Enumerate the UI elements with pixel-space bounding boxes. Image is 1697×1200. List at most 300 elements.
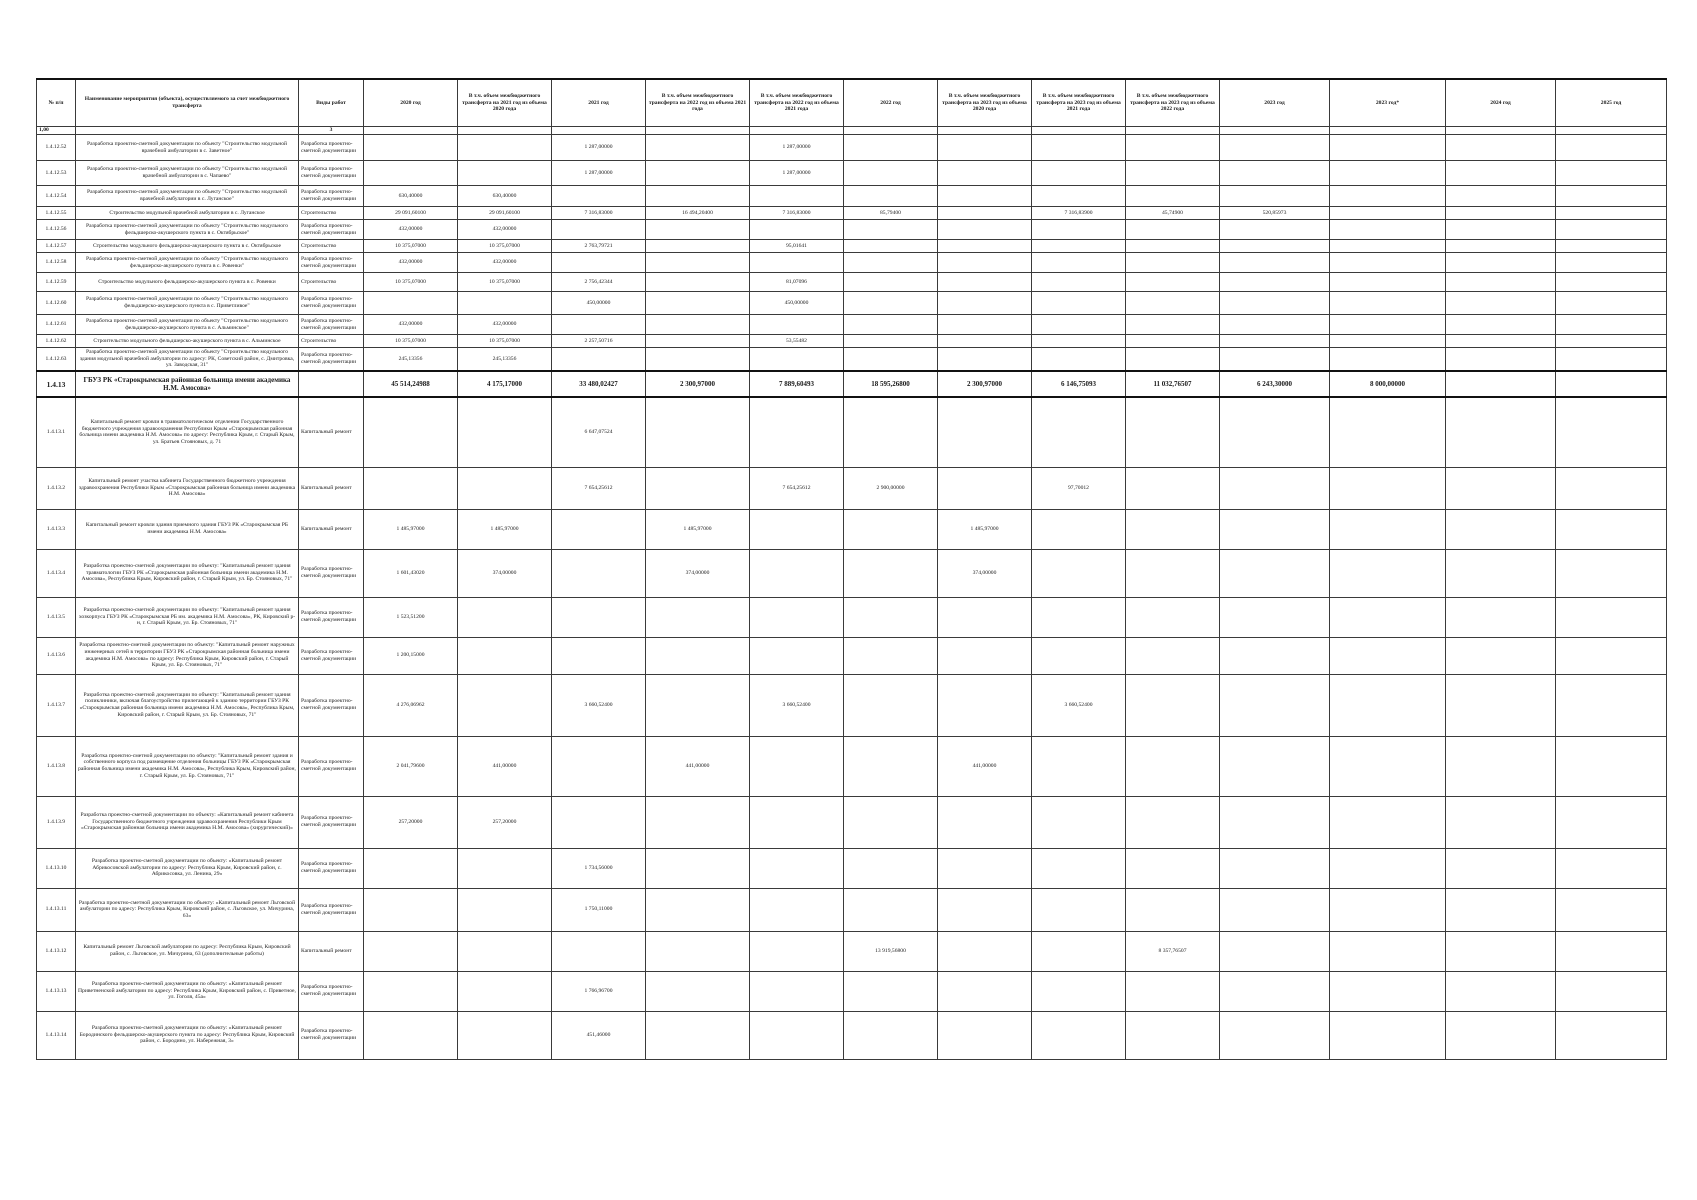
row-value (1330, 397, 1446, 467)
row-value (1126, 397, 1220, 467)
row-value: 1 200,15000 (364, 637, 458, 674)
row-value (1556, 549, 1667, 597)
row-value: 1 485,97000 (364, 509, 458, 549)
budget-table-sheet (36, 78, 1666, 1060)
row-value (844, 220, 938, 240)
group-body (37, 371, 1667, 397)
row-work-type: Разработка проектно-сметной документации (299, 971, 364, 1011)
header-2021: 2021 год (552, 79, 646, 127)
row-value (1220, 186, 1330, 207)
row-value: 1 485,97000 (646, 509, 750, 549)
row-name: Разработка проектно-сметной документации по объекту "Строительство модульной врачебной амбулатории в с. Луганское" (76, 186, 299, 207)
row-value (364, 888, 458, 931)
row-name: Строительство модульного фельдшерско-акушерского пункта в с. Ровенки (76, 273, 299, 292)
header-transfer-2022-from-2021-b: В т.ч. объем межбюджетного трансферта на 2022 год из объема 2021 года (750, 79, 844, 127)
table-row (37, 315, 1667, 335)
row-value (1220, 240, 1330, 253)
row-work-type: Разработка проектно-сметной документации (299, 888, 364, 931)
row-value (1446, 135, 1556, 161)
row-value (844, 292, 938, 315)
row-value (1446, 207, 1556, 220)
header-transfer-2023-from-2022: В т.ч. объем межбюджетного трансферта на 2023 год из объема 2022 года (1126, 79, 1220, 127)
row-value (1126, 348, 1220, 372)
row-value (646, 848, 750, 888)
row-name: Капитальный ремонт Льговской амбулатории по адресу: Республика Крым, Кировский район, с. Льговское, ул. Мичурина, 63 (дополнительные работы) (76, 931, 299, 971)
row-value (364, 1011, 458, 1059)
row-value (1556, 931, 1667, 971)
row-name: Разработка проектно-сметной документации по объекту "Строительство модульного фельдшерско-акушерского пункта в с. Альминское" (76, 315, 299, 335)
row-value (1446, 931, 1556, 971)
row-value (1556, 292, 1667, 315)
row-value (646, 971, 750, 1011)
row-value (750, 736, 844, 796)
row-value (458, 971, 552, 1011)
row-value: 97,70012 (1032, 467, 1126, 509)
row-name: Разработка проектно-сметной документации по объекту: "Капитальный ремонт наружных инженерных сетей в территории ГБУЗ РК «Старокрымская районная больница имени академика Н.М. Амосова» по адресу: Республика Крым, Кировский район, г. Старый Крым, ул. Бр. Стояновых, 71" (76, 637, 299, 674)
table-row (37, 240, 1667, 253)
row-value (1220, 931, 1330, 971)
row-value: 441,00000 (458, 736, 552, 796)
row-number: 1.4.13.2 (37, 467, 76, 509)
row-value (1330, 253, 1446, 273)
group-value: 18 595,26800 (844, 371, 938, 397)
header-transfer-2021-from-2020: В т.ч. объем межбюджетного трансферта на 2021 год из объема 2020 года (458, 79, 552, 127)
row-value (1446, 467, 1556, 509)
header-name: Наименование мероприятия (объекта), осуществляемого за счет межбюджетного трансферта (76, 79, 299, 127)
row-value (1556, 135, 1667, 161)
row-value (1556, 467, 1667, 509)
row-value (844, 549, 938, 597)
row-name: Разработка проектно-сметной документации по объекту: "Капитальный ремонт здания травматологии ГБУЗ РК «Старокрымская районная больница имени академика Н.М. Амосова», Республика Крым, Кировский район, г. Старый Крым, ул. Бр. Стояновых, 71" (76, 549, 299, 597)
row-name: Разработка проектно-сметной документации по объекту: «Капитальный ремонт кабинета Государственного бюджетного учреждения здравоохранения Республики Крым «Старокрымская районная больница имени академика Н.М. Амосова» (хирургический)» (76, 796, 299, 848)
row-value (844, 888, 938, 931)
row-value (364, 292, 458, 315)
table-row (37, 292, 1667, 315)
row-work-type: Капитальный ремонт (299, 397, 364, 467)
row-value (646, 240, 750, 253)
row-value (1330, 674, 1446, 736)
row-value: 432,00000 (364, 253, 458, 273)
row-value (458, 397, 552, 467)
row-value (1126, 888, 1220, 931)
row-value (458, 888, 552, 931)
row-value (1556, 509, 1667, 549)
row-value: 7 316,83000 (750, 207, 844, 220)
row-value (1446, 220, 1556, 240)
row-number: 1.4.12.58 (37, 253, 76, 273)
row-value (1446, 161, 1556, 186)
header-transfer-2023-from-2021: В т.ч. объем межбюджетного трансферта на 2023 год из объема 2021 года (1032, 79, 1126, 127)
row-value (1330, 186, 1446, 207)
row-name: Разработка проектно-сметной документации по объекту: «Капитальный ремонт Бородинского фельдшерско-акушерского пункта по адресу: Республика Крым, Кировский район, с. Бородино, ул. Набережная, 3» (76, 1011, 299, 1059)
row-value (1446, 674, 1556, 736)
row-value (1556, 637, 1667, 674)
row-value (552, 186, 646, 207)
row-value: 95,01641 (750, 240, 844, 253)
row-value (1220, 674, 1330, 736)
header-work: Виды работ (299, 79, 364, 127)
row-value: 29 091,60100 (458, 207, 552, 220)
row-value (938, 253, 1032, 273)
row-value (1446, 253, 1556, 273)
row-value: 7 316,83900 (1032, 207, 1126, 220)
row-name: Капитальный ремонт кровли в травматологическом отделении Государственного бюджетного учреждения здравоохранения Республики Крым «Старокрымская районная больница имени академика Н.М. Амосова» по адресу: Республика Крым, г. Старый Крым, ул. Братьев Стояновых, д. 71 (76, 397, 299, 467)
row-value (646, 397, 750, 467)
table-row (37, 931, 1667, 971)
row-value (552, 736, 646, 796)
group-value: 7 889,60493 (750, 371, 844, 397)
row-value (1556, 397, 1667, 467)
row-value (1032, 796, 1126, 848)
row-name: Разработка проектно-сметной документации по объекту "Строительство модульного фельдшерско-акушерского пункта в с. Ровенки" (76, 253, 299, 273)
row-value (938, 240, 1032, 253)
row-value (1330, 348, 1446, 372)
row-value (1556, 1011, 1667, 1059)
row-value (1556, 315, 1667, 335)
table-row (37, 637, 1667, 674)
row-value (844, 637, 938, 674)
row-value (552, 315, 646, 335)
row-value: 432,00000 (458, 220, 552, 240)
row-number: 1.4.13.4 (37, 549, 76, 597)
row-value (458, 135, 552, 161)
row-value (646, 467, 750, 509)
row-number: 1.4.13.8 (37, 736, 76, 796)
row-value (1220, 549, 1330, 597)
row-value: 432,00000 (458, 253, 552, 273)
row-value (1330, 273, 1446, 292)
row-value (364, 931, 458, 971)
row-value (552, 796, 646, 848)
table-row (37, 796, 1667, 848)
row-number: 1.4.13.7 (37, 674, 76, 736)
row-value (1446, 292, 1556, 315)
row-value (938, 135, 1032, 161)
row-value (938, 1011, 1032, 1059)
group-value: 4 175,17000 (458, 371, 552, 397)
row-name: Капитальный ремонт участка кабинета Государственного бюджетного учреждения здравоохранения Республики Крым «Старокрымская районная больница имени академика Н.М. Амосова» (76, 467, 299, 509)
row-work-type: Строительство (299, 273, 364, 292)
row-value (552, 931, 646, 971)
row-value (1446, 736, 1556, 796)
row-value (646, 253, 750, 273)
row-value (646, 637, 750, 674)
row-value (646, 348, 750, 372)
row-value (458, 467, 552, 509)
table-row (37, 848, 1667, 888)
row-value: 1 485,97000 (938, 509, 1032, 549)
row-value: 10 375,07000 (458, 240, 552, 253)
row-value (1220, 161, 1330, 186)
row-number: 1.4.12.60 (37, 292, 76, 315)
row-number: 1.4.13.11 (37, 888, 76, 931)
row-value: 2 900,00000 (844, 467, 938, 509)
row-value (458, 161, 552, 186)
row-value (1126, 637, 1220, 674)
row-value (938, 397, 1032, 467)
row-value (1032, 335, 1126, 348)
row-value (552, 597, 646, 637)
row-value: 257,20000 (458, 796, 552, 848)
row-value (938, 292, 1032, 315)
row-value: 1 287,00000 (750, 161, 844, 186)
row-value (1556, 220, 1667, 240)
row-value (364, 135, 458, 161)
row-value (938, 888, 1032, 931)
row-value: 630,40000 (458, 186, 552, 207)
row-value (1032, 1011, 1126, 1059)
row-value (1032, 315, 1126, 335)
row-value (646, 315, 750, 335)
row-value (646, 273, 750, 292)
row-value (1446, 637, 1556, 674)
row-value (938, 637, 1032, 674)
row-value (1032, 549, 1126, 597)
row-value: 2 756,42344 (552, 273, 646, 292)
row-value (1032, 509, 1126, 549)
row-value (1220, 315, 1330, 335)
row-value (1220, 220, 1330, 240)
row-work-type: Разработка проектно-сметной документации (299, 186, 364, 207)
row-value (552, 348, 646, 372)
row-value (1032, 931, 1126, 971)
table-row (37, 597, 1667, 637)
row-work-type: Капитальный ремонт (299, 467, 364, 509)
row-name: Разработка проектно-сметной документации по объекту: "Капитальный ремонт здания хозкорпуса ГБУЗ РК «Старокрымская РБ им. академика Н.М. Амосова», РК, Кировский р-н, г. Старый Крым, ул. Бр. Стояновых, 71" (76, 597, 299, 637)
row-value (1556, 597, 1667, 637)
row-work-type: Капитальный ремонт (299, 931, 364, 971)
row-value (750, 848, 844, 888)
row-value (1220, 292, 1330, 315)
row-value (938, 848, 1032, 888)
row-value (1032, 273, 1126, 292)
row-value (938, 467, 1032, 509)
row-work-type: Разработка проектно-сметной документации (299, 135, 364, 161)
row-value (1220, 335, 1330, 348)
row-number: 1.4.12.55 (37, 207, 76, 220)
row-value (750, 1011, 844, 1059)
row-value: 432,00000 (458, 315, 552, 335)
row-value (750, 931, 844, 971)
row-value (552, 549, 646, 597)
row-work-type: Разработка проектно-сметной документации (299, 674, 364, 736)
row-value (1330, 335, 1446, 348)
row-number: 1.4.12.56 (37, 220, 76, 240)
row-value (552, 253, 646, 273)
header-num: № п/п (37, 79, 76, 127)
row-number: 1.4.12.52 (37, 135, 76, 161)
row-value (646, 796, 750, 848)
row-value (750, 220, 844, 240)
header-transfer-2022-from-2021-a: В т.ч. объем межбюджетного трансферта на 2022 год из объема 2021 года (646, 79, 750, 127)
row-work-type: Разработка проектно-сметной документации (299, 796, 364, 848)
row-value (1126, 292, 1220, 315)
row-number: 1.4.13.1 (37, 397, 76, 467)
row-value (1126, 135, 1220, 161)
row-value: 432,00000 (364, 220, 458, 240)
row-value (1556, 888, 1667, 931)
row-value (458, 931, 552, 971)
row-value: 520,85973 (1220, 207, 1330, 220)
table-row (37, 397, 1667, 467)
row-value (1330, 509, 1446, 549)
row-number: 1.4.13.13 (37, 971, 76, 1011)
row-value (938, 597, 1032, 637)
row-value (1126, 549, 1220, 597)
row-value: 7 316,83000 (552, 207, 646, 220)
row-value (458, 637, 552, 674)
row-value: 1 287,00000 (750, 135, 844, 161)
row-value (1330, 597, 1446, 637)
group-value (1556, 371, 1667, 397)
row-value (646, 220, 750, 240)
row-value (1446, 888, 1556, 931)
row-value (938, 186, 1032, 207)
row-value (646, 161, 750, 186)
row-value (1330, 161, 1446, 186)
row-value (1032, 848, 1126, 888)
row-name: Разработка проектно-сметной документации по объекту: "Капитальный ремонт здания и собственного корпуса под размещение отделения больницы ГБУЗ РК «Старокрымская районная больница имени академика Н.М. Амосова», Республика Крым, Кировский район, г. Старый Крым, ул. Бр. Стояновых, 71" (76, 736, 299, 796)
row-value (1330, 220, 1446, 240)
row-value (938, 348, 1032, 372)
row-number: 1.4.12.61 (37, 315, 76, 335)
row-value: 1 485,97000 (458, 509, 552, 549)
row-value (1330, 637, 1446, 674)
row-value (1126, 597, 1220, 637)
table-row (37, 207, 1667, 220)
row-value (1446, 848, 1556, 888)
row-value (552, 220, 646, 240)
row-value (1220, 597, 1330, 637)
row-value (1556, 335, 1667, 348)
row-value (1556, 161, 1667, 186)
row-work-type: Разработка проектно-сметной документации (299, 1011, 364, 1059)
row-value (1032, 240, 1126, 253)
row-value: 374,00000 (458, 549, 552, 597)
group-value: 2 300,97000 (938, 371, 1032, 397)
row-value (1446, 509, 1556, 549)
row-value (1126, 736, 1220, 796)
row-value (844, 240, 938, 253)
row-value (938, 796, 1032, 848)
row-value: 10 375,07000 (458, 335, 552, 348)
row-value: 1 750,11000 (552, 888, 646, 931)
row-value (750, 637, 844, 674)
row-value: 441,00000 (646, 736, 750, 796)
row-value: 3 660,52400 (750, 674, 844, 736)
table-row (37, 348, 1667, 372)
row-value: 3 660,52400 (1032, 674, 1126, 736)
group-value (1446, 371, 1556, 397)
table-row (37, 971, 1667, 1011)
row-value: 13 919,56800 (844, 931, 938, 971)
table-row (37, 273, 1667, 292)
group-row (37, 371, 1667, 397)
row-value (646, 931, 750, 971)
row-value (1330, 549, 1446, 597)
row-value (844, 161, 938, 186)
row-name: Разработка проектно-сметной документации по объекту "Строительство модульного фельдшерско-акушерского пункта в с. Приветливое" (76, 292, 299, 315)
row-value (938, 315, 1032, 335)
row-value: 16 494,20400 (646, 207, 750, 220)
row-value (1032, 597, 1126, 637)
row-value (750, 315, 844, 335)
row-value: 1 287,00000 (552, 161, 646, 186)
row-value (1446, 796, 1556, 848)
row-value: 8 357,76507 (1126, 931, 1220, 971)
group-value: 6 146,75093 (1032, 371, 1126, 397)
row-value (1330, 240, 1446, 253)
row-number: 1.4.12.63 (37, 348, 76, 372)
row-value (1446, 397, 1556, 467)
row-value (1126, 335, 1220, 348)
row-value (1446, 186, 1556, 207)
column-number-3: 3 (299, 127, 364, 135)
row-value (844, 597, 938, 637)
row-number: 1.4.13.9 (37, 796, 76, 848)
table-row (37, 220, 1667, 240)
row-value (750, 348, 844, 372)
row-value (1446, 1011, 1556, 1059)
row-work-type: Разработка проектно-сметной документации (299, 315, 364, 335)
row-value (1330, 467, 1446, 509)
header-transfer-2023-from-2020: В т.ч. объем межбюджетного трансферта на 2023 год из объема 2020 года (938, 79, 1032, 127)
row-value (1556, 848, 1667, 888)
row-work-type: Разработка проектно-сметной документации (299, 848, 364, 888)
row-value (844, 796, 938, 848)
row-value (938, 220, 1032, 240)
row-value (1330, 848, 1446, 888)
row-value: 441,00000 (938, 736, 1032, 796)
row-value: 10 375,07000 (364, 273, 458, 292)
row-value (844, 397, 938, 467)
row-value (938, 674, 1032, 736)
group-value: 11 032,76507 (1126, 371, 1220, 397)
row-value (364, 848, 458, 888)
row-value (458, 1011, 552, 1059)
row-value (938, 207, 1032, 220)
row-value (1220, 509, 1330, 549)
row-value (750, 597, 844, 637)
row-value: 10 375,07000 (364, 335, 458, 348)
row-value (1126, 315, 1220, 335)
table-row (37, 161, 1667, 186)
row-value (750, 796, 844, 848)
row-value (364, 971, 458, 1011)
row-value (646, 292, 750, 315)
row-value (1446, 971, 1556, 1011)
table-row (37, 467, 1667, 509)
row-work-type: Разработка проектно-сметной документации (299, 292, 364, 315)
row-value (1446, 240, 1556, 253)
row-number: 1.4.13.14 (37, 1011, 76, 1059)
row-value (1032, 292, 1126, 315)
row-value (938, 161, 1032, 186)
row-name: Строительство модульного фельдшерско-акушерского пункта в с. Альминское (76, 335, 299, 348)
row-work-type: Разработка проектно-сметной документации (299, 348, 364, 372)
row-value (1032, 397, 1126, 467)
table-row (37, 1011, 1667, 1059)
header-2020: 2020 год (364, 79, 458, 127)
table-row (37, 888, 1667, 931)
row-name: Разработка проектно-сметной документации по объекту: «Капитальный ремонт Льговской амбулатории по адресу: Республика Крым, Кировский район, с. Льговское, ул. Мичурина, 63» (76, 888, 299, 931)
row-value: 10 375,07000 (364, 240, 458, 253)
row-value: 450,00000 (750, 292, 844, 315)
row-value (646, 597, 750, 637)
row-value (1556, 273, 1667, 292)
row-value: 374,00000 (646, 549, 750, 597)
row-number: 1.4.13.12 (37, 931, 76, 971)
